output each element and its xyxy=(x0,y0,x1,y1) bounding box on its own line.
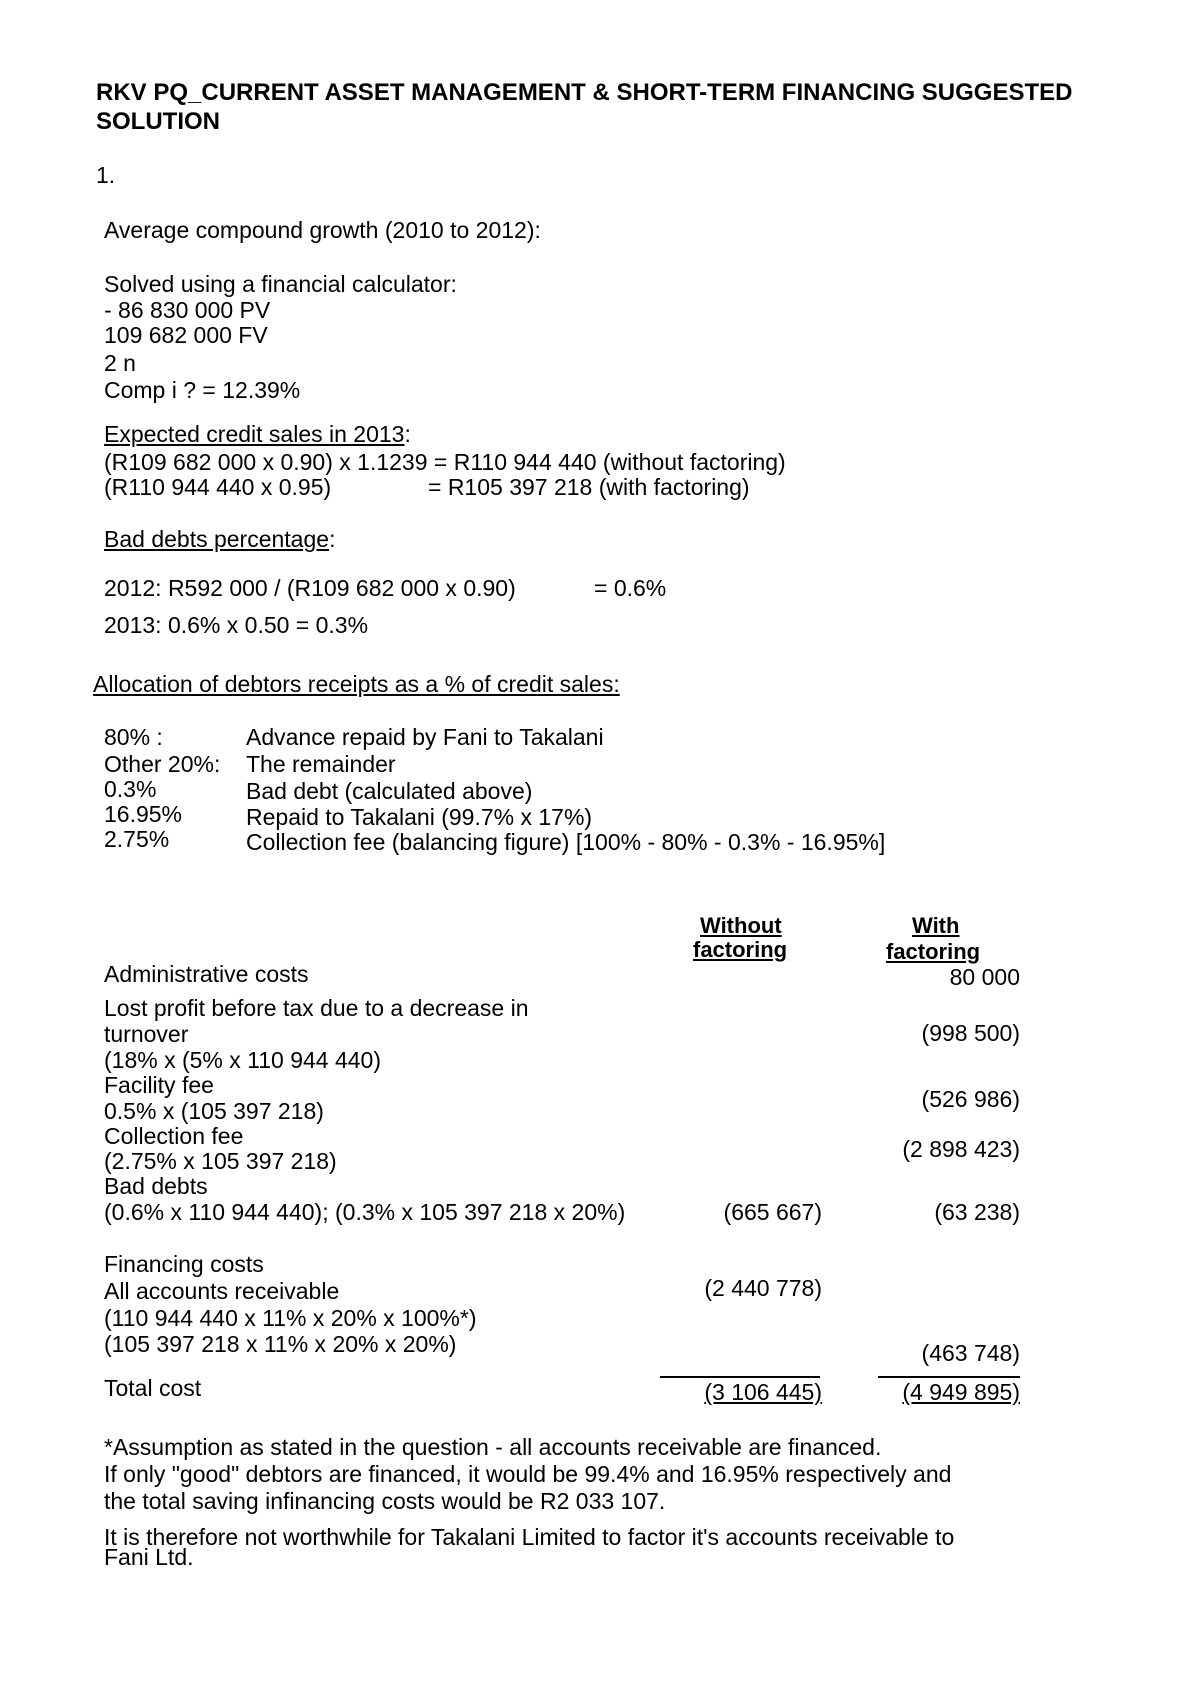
doc-title-line1: RKV PQ_CURRENT ASSET MANAGEMENT & SHORT-TERM FINANCING SUGGESTED xyxy=(96,79,1073,106)
growth-heading: Average compound growth (2010 to 2012): xyxy=(104,217,541,243)
n-value: 2 n xyxy=(104,350,136,376)
bad-debts-label-1: Bad debts xyxy=(104,1173,208,1199)
financing-with: (463 748) xyxy=(921,1340,1020,1366)
admin-costs-with: 80 000 xyxy=(949,964,1020,990)
collection-fee-label-1: Collection fee xyxy=(104,1123,244,1149)
total-rule-without xyxy=(660,1376,820,1378)
bad-debts-with: (63 238) xyxy=(934,1199,1020,1225)
pv-value: - 86 830 000 PV xyxy=(104,297,271,323)
total-cost-label: Total cost xyxy=(104,1375,202,1401)
expected-sales-with-left: (R110 944 440 x 0.95) xyxy=(104,474,332,500)
assumption-note: *Assumption as stated in the question - all accounts receivable are financed. xyxy=(104,1434,882,1460)
lost-profit-label-3: (18% x (5% x 110 944 440) xyxy=(104,1047,382,1073)
allocation-pct: 16.95% xyxy=(104,801,183,827)
total-cost-with: (4 949 895) xyxy=(902,1379,1020,1405)
good-debtors-note-1: If only "good" debtors are financed, it would be 99.4% and 16.95% respectively and xyxy=(104,1461,952,1487)
collection-fee-with: (2 898 423) xyxy=(902,1136,1020,1162)
conclusion-line-2: Fani Ltd. xyxy=(104,1544,194,1570)
bad-debts-without: (665 667) xyxy=(723,1199,822,1225)
financing-label-2: All accounts receivable xyxy=(104,1278,340,1304)
col-header-without-1: Without xyxy=(700,913,782,938)
allocation-pct: 2.75% xyxy=(104,826,170,852)
col-header-with-1: With xyxy=(912,913,960,938)
col-header-without-2: factoring xyxy=(693,937,788,962)
lost-profit-with: (998 500) xyxy=(921,1020,1020,1046)
allocation-desc: The remainder xyxy=(246,751,396,777)
expected-sales-without: (R109 682 000 x 0.90) x 1.1239 = R110 944 440 (without factoring) xyxy=(104,449,786,475)
financing-label-4: (105 397 218 x 11% x 20% x 20%) xyxy=(104,1331,457,1357)
col-header-with-2: factoring xyxy=(886,939,981,964)
total-rule-with xyxy=(878,1376,1020,1378)
bad-debts-pct-heading: Bad debts percentage: xyxy=(104,526,336,552)
facility-fee-label-1: Facility fee xyxy=(104,1072,214,1098)
allocation-pct: 0.3% xyxy=(104,776,157,802)
solved-using-text: Solved using a financial calculator: xyxy=(104,271,457,297)
expected-sales-with-right: = R105 397 218 (with factoring) xyxy=(428,474,750,500)
bad-debts-2012-right: = 0.6% xyxy=(594,575,667,601)
fv-value: 109 682 000 FV xyxy=(104,322,268,348)
bad-debts-2012-left: 2012: R592 000 / (R109 682 000 x 0.90) xyxy=(104,575,516,601)
collection-fee-label-2: (2.75% x 105 397 218) xyxy=(104,1148,337,1174)
facility-fee-with: (526 986) xyxy=(921,1086,1020,1112)
allocation-desc: Advance repaid by Fani to Takalani xyxy=(246,724,604,750)
comp-i-result: Comp i ? = 12.39% xyxy=(104,377,301,403)
allocation-pct: Other 20%: xyxy=(104,751,221,777)
doc-title-line2: SOLUTION xyxy=(96,108,220,135)
financing-label-1: Financing costs xyxy=(104,1251,264,1277)
admin-costs-label: Administrative costs xyxy=(104,961,309,987)
allocation-desc: Bad debt (calculated above) xyxy=(246,778,533,804)
facility-fee-label-2: 0.5% x (105 397 218) xyxy=(104,1098,324,1124)
total-cost-without: (3 106 445) xyxy=(704,1379,822,1405)
conclusion-line-1: It is therefore not worthwhile for Takalani Limited to factor it's accounts receivable to xyxy=(104,1524,955,1550)
financing-without: (2 440 778) xyxy=(704,1275,822,1301)
expected-sales-heading: Expected credit sales in 2013: xyxy=(104,421,411,447)
question-number: 1. xyxy=(96,162,116,188)
lost-profit-label-1: Lost profit before tax due to a decrease in xyxy=(104,995,529,1021)
bad-debts-2013: 2013: 0.6% x 0.50 = 0.3% xyxy=(104,612,369,638)
financing-label-3: (110 944 440 x 11% x 20% x 100%*) xyxy=(104,1305,477,1331)
bad-debts-label-2: (0.6% x 110 944 440); (0.3% x 105 397 218 x 20%) xyxy=(104,1199,626,1225)
allocation-desc: Repaid to Takalani (99.7% x 17%) xyxy=(246,804,593,830)
lost-profit-label-2: turnover xyxy=(104,1021,189,1047)
good-debtors-note-2: the total saving infinancing costs would be R2 033 107. xyxy=(104,1488,666,1514)
allocation-heading: Allocation of debtors receipts as a % of credit sales: xyxy=(93,671,620,697)
allocation-pct: 80% : xyxy=(104,724,163,750)
allocation-desc: Collection fee (balancing figure) [100% - 80% - 0.3% - 16.95%] xyxy=(246,829,886,855)
